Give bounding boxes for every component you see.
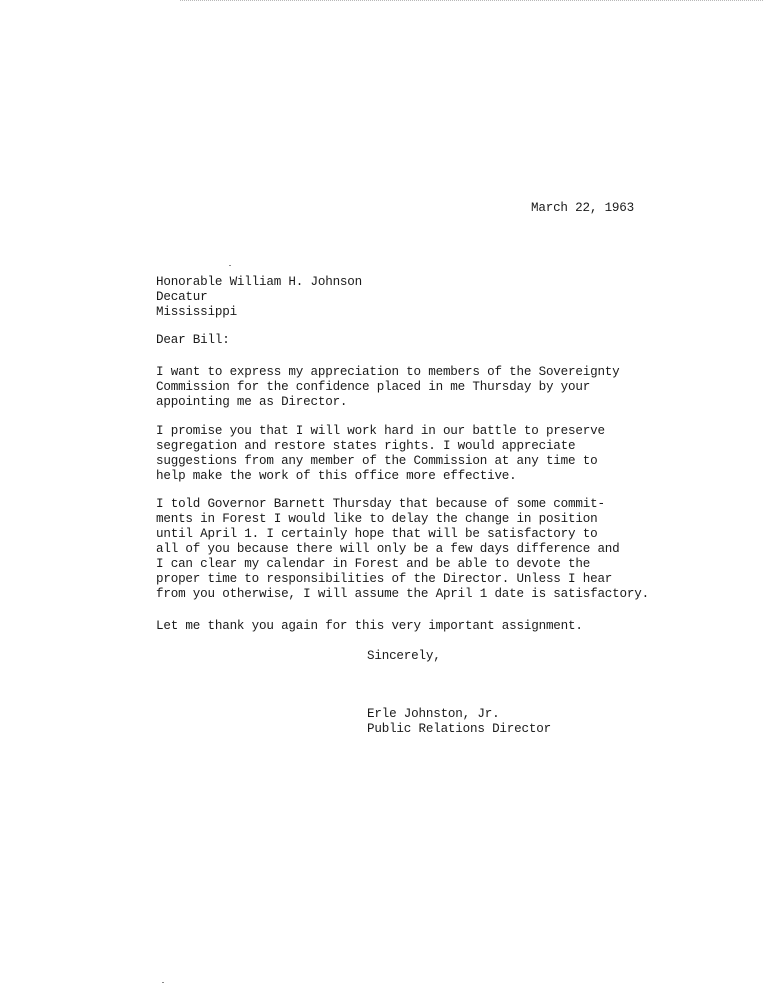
body-paragraph-1 bbox=[156, 365, 620, 410]
paragraph-line: I want to express my appreciation to members of the Sovereignty bbox=[156, 365, 620, 379]
complimentary-close: Sincerely, bbox=[367, 649, 441, 663]
recipient-address bbox=[156, 275, 362, 320]
signer-name: Erle Johnston, Jr. bbox=[367, 707, 500, 721]
paragraph-line: segregation and restore states rights. I would appreciate bbox=[156, 439, 576, 453]
body-paragraph-2 bbox=[156, 424, 605, 484]
paragraph-line: I told Governor Barnett Thursday that because of some commit- bbox=[156, 497, 605, 511]
paragraph-line: all of you because there will only be a few days difference and bbox=[156, 542, 620, 556]
body-paragraph-3 bbox=[156, 497, 649, 602]
paragraph-line: suggestions from any member of the Commission at any time to bbox=[156, 454, 598, 468]
paragraph-line: from you otherwise, I will assume the April 1 date is satisfactory. bbox=[156, 587, 649, 601]
scan-speck bbox=[162, 982, 164, 983]
paragraph-line: help make the work of this office more effective. bbox=[156, 469, 517, 483]
paragraph-line: Commission for the confidence placed in me Thursday by your bbox=[156, 380, 591, 394]
recipient-state: Mississippi bbox=[156, 305, 237, 319]
scan-speck bbox=[229, 265, 231, 266]
recipient-city: Decatur bbox=[156, 290, 208, 304]
recipient-name: Honorable William H. Johnson bbox=[156, 275, 363, 289]
body-paragraph-4 bbox=[156, 619, 583, 634]
paragraph-line: I promise you that I will work hard in our battle to preserve bbox=[156, 424, 605, 438]
paragraph-line: appointing me as Director. bbox=[156, 395, 348, 409]
paragraph-line: proper time to responsibilities of the Director. Unless I hear bbox=[156, 572, 613, 586]
paragraph-line: ments in Forest I would like to delay the change in position bbox=[156, 512, 598, 526]
signer-title: Public Relations Director bbox=[367, 722, 551, 736]
salutation: Dear Bill: bbox=[156, 333, 230, 347]
signature-block bbox=[367, 707, 551, 737]
letter-date: March 22, 1963 bbox=[531, 201, 635, 215]
paragraph-line: until April 1. I certainly hope that will be satisfactory to bbox=[156, 527, 598, 541]
paragraph-line: Let me thank you again for this very important assignment. bbox=[156, 619, 583, 633]
paragraph-line: I can clear my calendar in Forest and be able to devote the bbox=[156, 557, 591, 571]
